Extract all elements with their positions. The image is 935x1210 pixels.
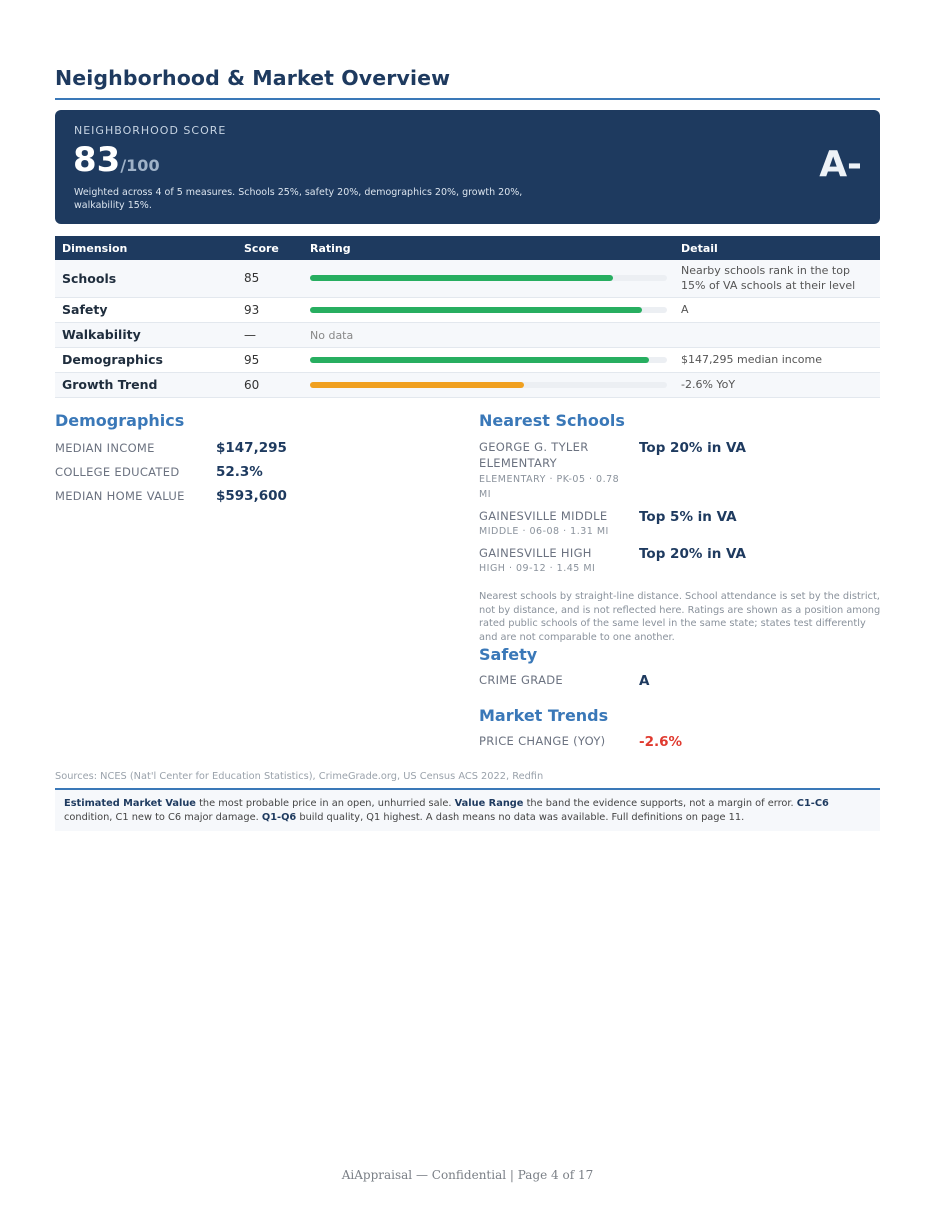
median-home-value-label: MEDIAN HOME VALUE [55, 489, 185, 503]
nearest-schools-title: Nearest Schools [479, 411, 625, 430]
rating-track [310, 357, 667, 363]
score-description: Weighted across 4 of 5 measures. Schools 25%, safety 20%, demographics 20%, growth 20%, walkability 15%. [74, 187, 523, 211]
crime-grade-label: CRIME GRADE [479, 673, 563, 687]
dimension-detail: -2.6% YoY [674, 372, 880, 397]
table-row [55, 260, 880, 297]
def-text: the most probable price in an open, unhurried sale. [195, 798, 455, 809]
score-eyebrow: NEIGHBORHOOD SCORE [74, 124, 227, 137]
def-term: Value Range [454, 798, 524, 809]
neighborhood-score-card [55, 110, 880, 224]
school-rank: Top 20% in VA [639, 546, 746, 562]
schools-note [479, 590, 881, 644]
dimensions-table [55, 236, 880, 398]
school-meta: HIGH · 09-12 · 1.45 MI [479, 563, 596, 574]
median-income-value: $147,295 [216, 440, 287, 456]
median-income-label: MEDIAN INCOME [55, 441, 155, 455]
dimension-rating [303, 322, 674, 347]
rating-track [310, 382, 667, 388]
dimension-score: — [237, 322, 303, 347]
dimension-name: Walkability [55, 322, 237, 347]
school-meta: MIDDLE · 06-08 · 1.31 MI [479, 526, 609, 537]
dimension-name: Safety [55, 297, 237, 322]
school-meta: ELEMENTARY · PK-05 · 0.78 [479, 474, 620, 485]
school-name: GAINESVILLE MIDDLE [479, 509, 608, 523]
header-dimension: Dimension [55, 236, 237, 260]
rating-track [310, 275, 667, 281]
score-value [73, 138, 160, 188]
college-educated-label: COLLEGE EDUCATED [55, 465, 180, 479]
schools-note-line: rated public schools of the same level in the same state; states test differently [479, 618, 866, 629]
def-text: build quality, Q1 highest. A dash means no data was available. Full definitions on page 11. [296, 811, 745, 823]
crime-grade-value: A [639, 673, 650, 689]
dimension-score: 93 [237, 297, 303, 322]
schools-note-line: Nearest schools by straight-line distance. School attendance is set by the district, [479, 591, 880, 602]
dimension-rating [303, 372, 674, 397]
demographics-title: Demographics [55, 411, 185, 430]
definitions-box [55, 788, 880, 831]
dimension-rating [303, 347, 674, 372]
table-row [55, 322, 880, 347]
table-row [55, 347, 880, 372]
school-name: GEORGE G. TYLER [479, 440, 589, 454]
table-row [55, 372, 880, 397]
def-text: condition, C1 new to C6 major damage. [64, 811, 262, 823]
rating-no-data: No data [310, 328, 354, 342]
dimension-score: 95 [237, 347, 303, 372]
school-rank: Top 20% in VA [639, 440, 746, 456]
dimension-score: 60 [237, 372, 303, 397]
def-term: Estimated Market Value [64, 798, 196, 809]
median-home-value-value: $593,600 [216, 488, 287, 504]
college-educated-value: 52.3% [216, 464, 263, 480]
rating-track [310, 307, 667, 313]
header-detail: Detail [674, 236, 880, 260]
dimension-detail [674, 322, 880, 347]
sources-note: Sources: NCES (Nat'l Center for Education Statistics), CrimeGrade.org, US Census ACS 2022, Redfin [55, 771, 544, 782]
rating-bar [310, 307, 642, 313]
score-denominator: /100 [120, 156, 160, 175]
school-name: ELEMENTARY [479, 456, 558, 470]
rating-bar [310, 382, 524, 388]
table-header-row [55, 236, 880, 260]
title-divider [55, 98, 880, 100]
dimension-detail: A [674, 297, 880, 322]
def-term: C1-C6 [796, 798, 829, 809]
market-trends-title: Market Trends [479, 706, 609, 725]
page-title: Neighborhood & Market Overview [55, 66, 451, 90]
page-footer: AiAppraisal — Confidential | Page 4 of 17 [341, 1168, 594, 1182]
def-text: the band the evidence supports, not a margin of error. [523, 798, 797, 809]
dimension-name: Growth Trend [55, 372, 237, 397]
school-rank: Top 5% in VA [639, 509, 737, 525]
dimension-score: 85 [237, 260, 303, 297]
dimension-rating [303, 297, 674, 322]
dimension-detail: $147,295 median income [674, 347, 880, 372]
price-change-value: -2.6% [639, 734, 683, 750]
safety-title: Safety [479, 645, 538, 664]
dimension-rating [303, 260, 674, 297]
header-score: Score [237, 236, 303, 260]
def-term: Q1-Q6 [261, 811, 297, 823]
score-grade: A- [819, 144, 862, 185]
rating-bar [310, 357, 649, 363]
rating-bar [310, 275, 613, 281]
score-number: 83 [73, 140, 121, 180]
dimension-detail: Nearby schools rank in the top 15% of VA schools at their level [674, 260, 880, 297]
schools-note-line: not by distance, and is not reflected here. Ratings are shown as a position among [479, 604, 881, 616]
table-row [55, 297, 880, 322]
schools-note-line: and are not comparable to one another. [479, 631, 675, 643]
dimension-name: Demographics [55, 347, 237, 372]
price-change-label: PRICE CHANGE (YOY) [479, 734, 606, 748]
header-rating: Rating [303, 236, 674, 260]
school-name: GAINESVILLE HIGH [479, 546, 592, 560]
dimension-name: Schools [55, 260, 237, 297]
school-meta: MI [479, 489, 491, 500]
